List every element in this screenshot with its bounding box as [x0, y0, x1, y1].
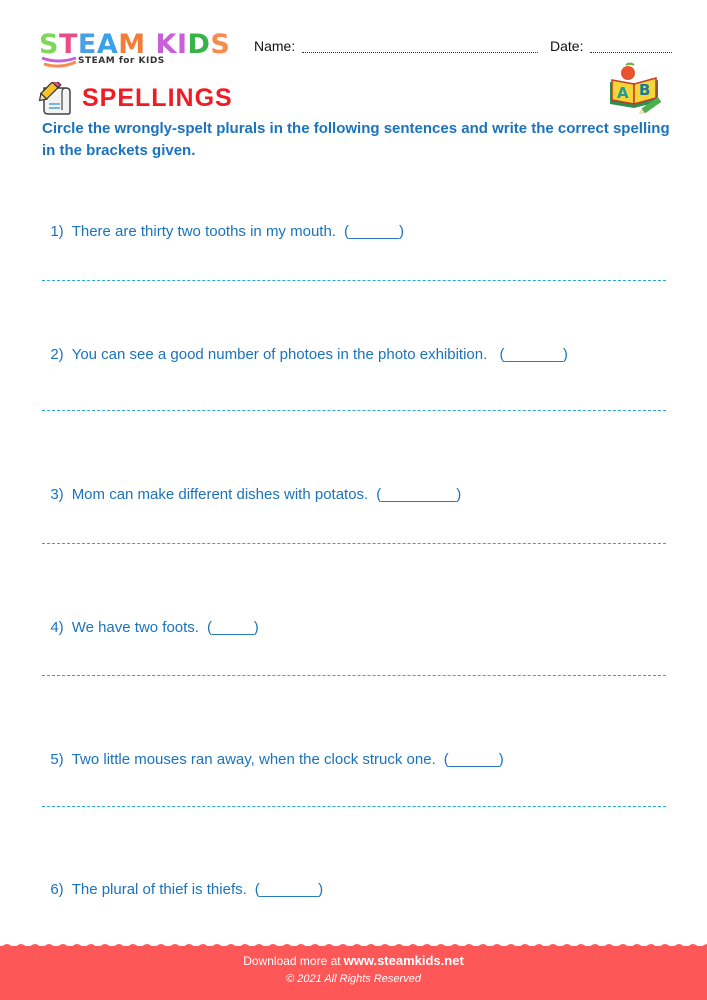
- answer-line-4[interactable]: [42, 675, 666, 676]
- name-field[interactable]: [302, 52, 538, 53]
- answer-line-3[interactable]: [42, 543, 666, 544]
- question-text: Mom can make different dishes with potatos.: [71, 486, 369, 503]
- svg-text:A: A: [617, 84, 629, 102]
- logo-letter: S: [39, 29, 59, 60]
- question-3: [42, 469, 461, 503]
- question-number: 3): [50, 486, 64, 503]
- ab-book-icon: [604, 62, 666, 114]
- question-6: [42, 864, 323, 898]
- logo-letter: M: [118, 29, 146, 60]
- question-number: 6): [50, 881, 64, 898]
- answer-blank[interactable]: (_______): [254, 881, 324, 898]
- name-label: Name:: [254, 38, 296, 54]
- worksheet-instructions: Circle the wrongly-spelt plurals in the following sentences and write the correct spelling in the brackets given.: [42, 120, 670, 159]
- footer-url-link[interactable]: www.steamkids.net: [343, 953, 464, 968]
- question-number: 5): [50, 751, 64, 768]
- date-field[interactable]: [590, 52, 672, 53]
- question-2: [42, 329, 568, 363]
- logo-letter: S: [210, 29, 231, 60]
- logo-swoosh-icon: [40, 55, 80, 69]
- question-number: 1): [50, 223, 64, 240]
- logo-letter: K: [155, 29, 177, 60]
- answer-blank[interactable]: (______): [443, 751, 504, 768]
- question-text: You can see a good number of photoes in the photo exhibition.: [71, 346, 488, 363]
- logo-letter: E: [77, 29, 97, 60]
- logo-letter: T: [58, 29, 78, 60]
- question-text: The plural of thief is thiefs.: [71, 881, 247, 898]
- logo-letter: I: [176, 29, 188, 60]
- logo-subtitle: STEAM for KIDS: [78, 56, 165, 66]
- footer-copyright: © 2021 All Rights Reserved: [286, 973, 421, 985]
- question-text: There are thirty two tooths in my mouth.: [71, 223, 336, 240]
- answer-blank[interactable]: (_________): [376, 486, 462, 503]
- steam-kids-logo: [36, 30, 236, 72]
- question-5: [42, 734, 504, 768]
- worksheet-title: SPELLINGS: [82, 84, 233, 112]
- question-number: 4): [50, 619, 64, 636]
- answer-line-1[interactable]: [42, 280, 666, 281]
- question-1: [42, 206, 404, 240]
- pencil-scroll-icon: [38, 82, 74, 116]
- footer-download-prefix: Download more at: [243, 954, 341, 968]
- svg-text:B: B: [639, 81, 651, 99]
- logo-letter: A: [96, 29, 119, 60]
- question-number: 2): [50, 346, 64, 363]
- date-label: Date:: [550, 38, 584, 54]
- answer-line-5[interactable]: [42, 806, 666, 807]
- question-text: We have two foots.: [71, 619, 199, 636]
- answer-line-2[interactable]: [42, 410, 666, 411]
- answer-blank[interactable]: (_______): [495, 346, 568, 363]
- answer-blank[interactable]: (______): [343, 223, 405, 240]
- footer-download-line: [0, 953, 707, 968]
- logo-letter: D: [187, 29, 211, 60]
- answer-blank[interactable]: (_____): [206, 619, 259, 636]
- question-text: Two little mouses ran away, when the clock struck one.: [71, 751, 436, 768]
- question-4: [42, 602, 259, 636]
